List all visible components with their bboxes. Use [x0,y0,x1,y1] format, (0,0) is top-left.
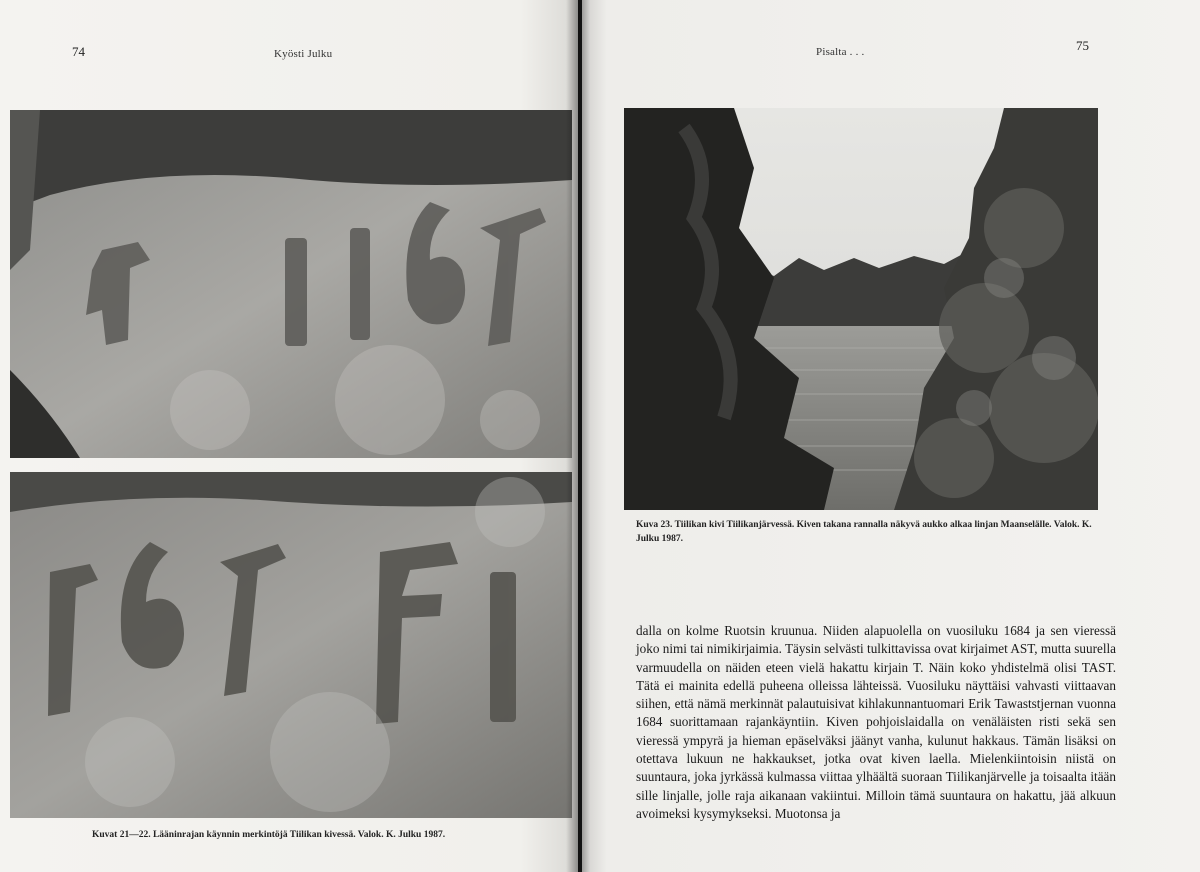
body-paragraph: dalla on kolme Ruotsin kruunua. Niiden alapuolella on vuosiluku 1684 ja sen vieressä joko nimi tai nimikirjaimia. Täysin selvästi tulkittavissa ovat kirjaimet AST, mutta suurella varmuudella on näiden eteen vielä hakattu kirjain T. Näin koko yhdistelmä olisi TAST. Tätä ei mainita edellä puheena olleissa lähteissä. Vuosiluku näyttäisi vahvasti viittaavan siihen, että nämä merkinnät palautuisivat kihlakunnantuomari Erik Tawaststjernan vuonna 1684 suorittamaan rajankäyntiin. Kiven pohjoislaidalla on venäläisten risti sekä sen vieressä ympyrä ja hieman epäselväksi jäänyt vanha, kulunut hakkaus. Tämän lisäksi on otettava lukuun ne hakkaukset, jotka ovat kiven laella. Mielenkiintoisin niistä on suuntaura, joka jyrkässä kulmassa viittaa ylhäältä suoraan Tiilikanjärvelle ja toisaalta itään sille linjalle, jolle raja aikanaan vakiintui. Milloin tämä suuntaura on hakattu, jää alkuun avoimeksi kysymykseksi. Muotonsa ja [636,623,1116,821]
running-head-left: Kyösti Julku [274,48,333,60]
body-text [636,622,1116,823]
photo-rock-carving-top [10,110,572,458]
page-number-left: 74 [72,44,85,59]
left-page [0,0,578,872]
caption-figures-21-22: Kuvat 21—22. Lääninrajan käynnin merkintöjä Tiilikan kivessä. Valok. K. Julku 1987. [92,830,446,840]
book-gutter [566,0,590,872]
page-number-right: 75 [1076,38,1089,53]
running-head-right: Pisalta . . . [816,46,865,58]
photo-rock-carving-bottom [10,472,572,818]
caption-figure-23: Kuva 23. Tiilikan kivi Tiilikanjärvessä. Kiven takana rannalla näkyvä aukko alkaa linjan Maanselälle. Valok. K. Julku 1987. [636,520,1092,544]
photo-lake-tiilikanjarvi [624,108,1098,510]
